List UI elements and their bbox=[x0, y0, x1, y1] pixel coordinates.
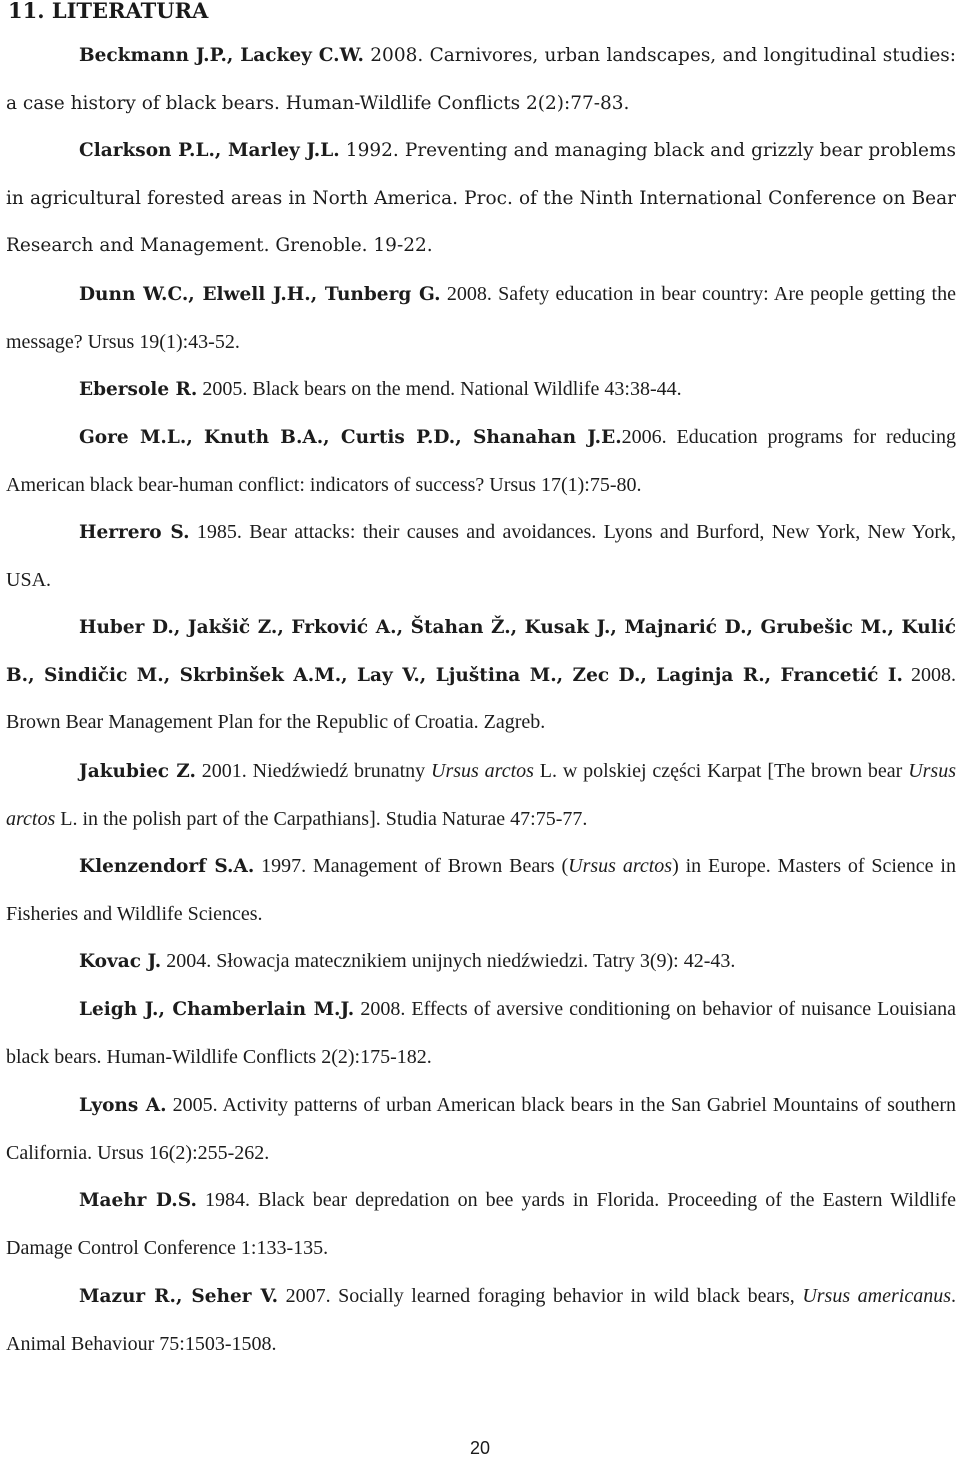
species-name: Ursus arctos bbox=[431, 760, 534, 782]
reference-entry bbox=[6, 604, 956, 747]
reference-entry bbox=[6, 1273, 956, 1368]
reference-authors: Maehr D.S. bbox=[79, 1190, 197, 1211]
reference-entry bbox=[6, 938, 956, 986]
reference-text: 2005. Black bears on the mend. National Wildlife 43:38-44. bbox=[197, 378, 682, 400]
reference-authors: Kovac J. bbox=[79, 951, 162, 972]
reference-text: 1992. Preventing and managing black and grizzly bear problems in agricultural forested areas in North America. Proc. of the Ninth International Conference on Bear Research and Management. Grenoble. 19-22. bbox=[6, 140, 956, 256]
reference-text: 2008. Carnivores, urban landscapes, and longitudinal studies: a case history of black bears. Human-Wildlife Conflicts 2(2):77-83. bbox=[6, 45, 956, 114]
reference-authors: Herrero S. bbox=[79, 522, 190, 543]
reference-text: 2008. Brown Bear Management Plan for the Republic of Croatia. Zagreb. bbox=[6, 663, 957, 733]
reference-authors: Mazur R., Seher V. bbox=[79, 1286, 279, 1307]
reference-text: 1985. Bear attacks: their causes and avoidances. Lyons and Burford, New York, New York, USA. bbox=[6, 521, 957, 591]
reference-entry bbox=[6, 271, 956, 366]
reference-text: 2006. Education programs for reducing American black bear-human conflict: indicators of success? Ursus 17(1):75-80. bbox=[6, 426, 956, 496]
reference-text: 2008. Safety education in bear country: Are people getting the message? Ursus 19(1):43-52. bbox=[6, 283, 956, 353]
reference-entry bbox=[6, 366, 956, 414]
species-name: Ursus arctos bbox=[6, 760, 956, 830]
reference-entry bbox=[6, 509, 956, 604]
page-number: 20 bbox=[469, 1438, 491, 1458]
reference-entry bbox=[6, 748, 956, 843]
reference-authors: Leigh J., Chamberlain M.J. bbox=[79, 999, 355, 1020]
reference-text: L. w polskiej części Karpat [The brown bear bbox=[533, 760, 909, 782]
reference-entry bbox=[6, 127, 956, 270]
reference-authors: Clarkson P.L., Marley J.L. bbox=[79, 140, 340, 161]
reference-authors: Gore M.L., Knuth B.A., Curtis P.D., Shanahan J.E. bbox=[79, 427, 622, 448]
reference-entry bbox=[6, 1082, 956, 1177]
reference-text: L. in the polish part of the Carpathians]. Studia Naturae 47:75-77. bbox=[55, 807, 588, 830]
reference-text: 1997. Management of Brown Bears ( bbox=[254, 855, 569, 877]
reference-authors: Dunn W.C., Elwell J.H., Tunberg G. bbox=[79, 284, 441, 305]
reference-entry bbox=[6, 843, 956, 938]
reference-text: 1984. Black bear depredation on bee yards in Florida. Proceeding of the Eastern Wildlife Damage Control Conference 1:133-135. bbox=[6, 1189, 956, 1259]
reference-authors: Jakubiec Z. bbox=[79, 761, 196, 782]
reference-authors: Huber D., Jakšič Z., Frković A., Štahan Ž., Kusak J., Majnarić D., Grubešic M., Kulić B., Sindičic M., Skrbinšek A.M., Lay V., Ljuština M., Zec D., Laginja R., Francetić I. bbox=[6, 617, 956, 686]
reference-text: 2001. Niedźwiedź brunatny bbox=[195, 760, 431, 782]
reference-text: . Animal Behaviour 75:1503-1508. bbox=[6, 1285, 956, 1355]
section-heading: 11. LITERATURA bbox=[8, 0, 209, 23]
reference-authors: Klenzendorf S.A. bbox=[79, 856, 255, 877]
reference-text: 2004. Słowacja matecznikiem unijnych niedźwiedzi. Tatry 3(9): 42-43. bbox=[161, 950, 736, 972]
reference-authors: Lyons A. bbox=[79, 1095, 167, 1116]
reference-text: 2007. Socially learned foraging behavior in wild black bears, bbox=[278, 1285, 803, 1307]
reference-entry bbox=[6, 414, 956, 509]
reference-entry bbox=[6, 32, 956, 127]
reference-entry bbox=[6, 1177, 956, 1272]
species-name: Ursus americanus bbox=[802, 1285, 951, 1307]
reference-authors: Ebersole R. bbox=[79, 379, 198, 400]
reference-authors: Beckmann J.P., Lackey C.W. bbox=[79, 45, 364, 66]
reference-text: 2008. Effects of aversive conditioning on behavior of nuisance Louisiana black bears. Human-Wildlife Conflicts 2(2):175-182. bbox=[6, 998, 956, 1068]
species-name: Ursus arctos bbox=[568, 855, 673, 877]
reference-entry bbox=[6, 986, 956, 1081]
reference-text: ) in Europe. Masters of Science in Fisheries and Wildlife Sciences. bbox=[6, 855, 956, 925]
reference-text: 2005. Activity patterns of urban American black bears in the San Gabriel Mountains of southern California. Ursus 16(2):255-262. bbox=[6, 1094, 956, 1164]
